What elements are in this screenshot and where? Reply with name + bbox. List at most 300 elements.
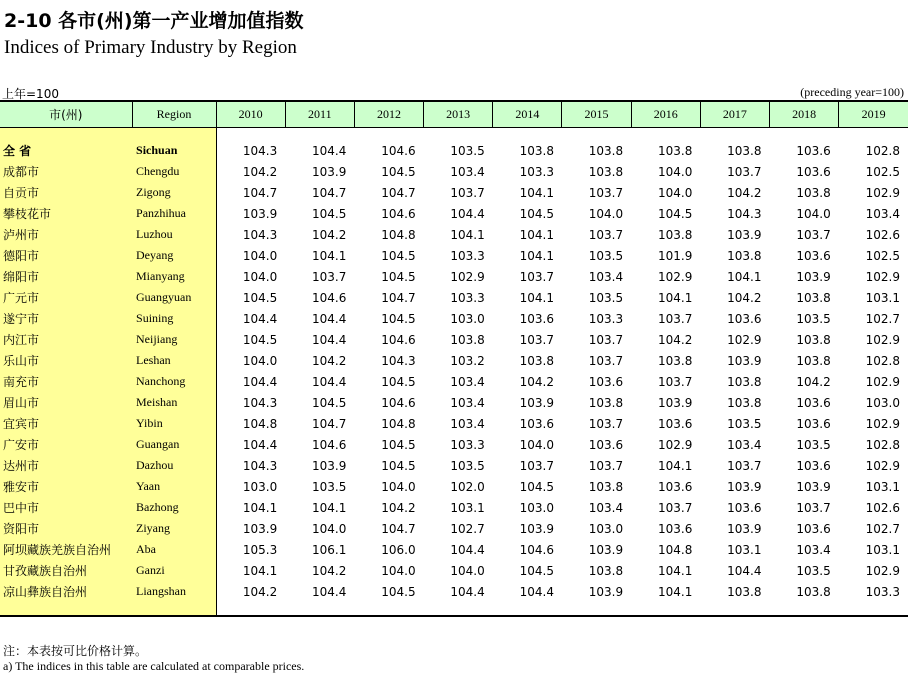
- index-value-cell: 104.4: [450, 542, 485, 557]
- index-value-cell: 102.9: [727, 332, 762, 347]
- table-row: [0, 581, 908, 602]
- index-value-cell: 104.4: [312, 311, 347, 326]
- header-year: 2012: [354, 101, 423, 128]
- index-value-cell: 103.3: [450, 437, 485, 452]
- index-value-cell: 103.8: [519, 143, 554, 158]
- region-name-zh: 遂宁市: [0, 308, 132, 329]
- index-value-cell: 103.9: [588, 542, 624, 557]
- index-value-cell: 104.8: [381, 227, 416, 242]
- table-row: [0, 287, 908, 308]
- index-value-cell: 103.7: [796, 227, 831, 242]
- index-value-cell: 103.8: [796, 353, 831, 368]
- index-value-cell: 104.1: [312, 500, 347, 515]
- spacer-row: [0, 602, 908, 616]
- region-name-zh: 甘孜藏族自治州: [0, 560, 132, 581]
- index-value-cell: 103.7: [519, 458, 554, 473]
- region-name-zh: 达州市: [0, 455, 132, 476]
- index-value-cell: 104.7: [312, 185, 347, 200]
- index-value-cell: 104.7: [312, 416, 347, 431]
- index-value-cell: 103.3: [450, 248, 485, 263]
- index-value-cell: 103.6: [588, 374, 624, 389]
- header-region-en: Region: [132, 101, 216, 128]
- index-value-cell: 104.3: [242, 395, 278, 410]
- region-name-en: Guangan: [132, 434, 216, 455]
- header-year: 2013: [424, 101, 493, 128]
- index-value-cell: 103.8: [588, 395, 624, 410]
- index-value-cell: 103.7: [657, 500, 693, 515]
- index-value-cell: 104.0: [242, 269, 278, 284]
- index-value-cell: 104.1: [519, 227, 554, 242]
- table-row: [0, 308, 908, 329]
- index-value-cell: 104.4: [312, 332, 347, 347]
- index-value-cell: 104.0: [381, 479, 416, 494]
- index-value-cell: 103.9: [312, 458, 347, 473]
- region-name-zh: 广元市: [0, 287, 132, 308]
- index-value-cell: 103.5: [796, 311, 831, 326]
- index-value-cell: 102.0: [450, 479, 485, 494]
- index-value-cell: 104.6: [519, 542, 554, 557]
- header-year: 2018: [770, 101, 839, 128]
- index-value-cell: 102.9: [450, 269, 485, 284]
- index-value-cell: 103.9: [727, 479, 762, 494]
- index-value-cell: 104.0: [450, 563, 485, 578]
- index-value-cell: 102.5: [865, 164, 900, 179]
- index-value-cell: 103.4: [450, 374, 485, 389]
- index-value-cell: 103.7: [312, 269, 347, 284]
- index-value-cell: 103.8: [657, 227, 693, 242]
- index-value-cell: 104.5: [519, 479, 554, 494]
- header-city-zh: 市(州): [0, 101, 132, 128]
- region-name-en: Sichuan: [132, 140, 216, 161]
- index-value-cell: 103.9: [519, 521, 554, 536]
- region-name-zh: 德阳市: [0, 245, 132, 266]
- index-value-cell: 103.8: [727, 395, 762, 410]
- index-value-cell: 104.1: [312, 248, 347, 263]
- index-value-cell: 104.0: [312, 521, 347, 536]
- index-value-cell: 104.3: [242, 227, 278, 242]
- index-value-cell: 103.7: [657, 374, 693, 389]
- region-name-en: Bazhong: [132, 497, 216, 518]
- region-name-zh: 泸州市: [0, 224, 132, 245]
- index-value-cell: 103.8: [588, 563, 624, 578]
- index-value-cell: 104.3: [242, 143, 278, 158]
- unit-note-en: (preceding year=100): [800, 85, 904, 99]
- index-value-cell: 103.3: [865, 584, 900, 599]
- index-value-cell: 104.5: [312, 206, 347, 221]
- index-value-cell: 104.2: [796, 374, 831, 389]
- index-value-cell: 104.1: [519, 185, 554, 200]
- index-value-cell: 102.8: [865, 353, 900, 368]
- index-value-cell: 104.2: [657, 332, 693, 347]
- region-name-zh: 攀枝花市: [0, 203, 132, 224]
- region-name-en: Dazhou: [132, 455, 216, 476]
- index-value-cell: 103.5: [312, 479, 347, 494]
- index-value-cell: 104.0: [796, 206, 831, 221]
- index-value-cell: 103.7: [657, 311, 693, 326]
- index-value-cell: 102.8: [865, 437, 900, 452]
- region-name-en: Yaan: [132, 476, 216, 497]
- index-value-cell: 104.5: [381, 584, 416, 599]
- table-row: [0, 539, 908, 560]
- index-value-cell: 104.5: [242, 290, 278, 305]
- index-value-cell: 103.1: [865, 479, 900, 494]
- index-value-cell: 104.5: [381, 164, 416, 179]
- index-value-cell: 103.9: [588, 584, 624, 599]
- table-row: [0, 161, 908, 182]
- index-value-cell: 103.7: [588, 458, 624, 473]
- region-name-zh: 自贡市: [0, 182, 132, 203]
- page-title-zh: 2-10 各市(州)第一产业增加值指数: [4, 10, 304, 32]
- index-value-cell: 103.9: [796, 479, 831, 494]
- index-value-cell: 103.4: [450, 395, 485, 410]
- index-value-cell: 102.7: [450, 521, 485, 536]
- index-value-cell: 102.6: [865, 500, 900, 515]
- index-value-cell: 103.8: [657, 143, 693, 158]
- index-value-cell: 104.5: [381, 437, 416, 452]
- footnote-zh: 注：本表按可比价格计算。: [3, 644, 148, 658]
- region-name-en: Chengdu: [132, 161, 216, 182]
- region-name-en: Yibin: [132, 413, 216, 434]
- index-value-cell: 103.4: [796, 542, 831, 557]
- index-value-cell: 103.0: [242, 479, 278, 494]
- index-value-cell: 104.5: [381, 248, 416, 263]
- index-value-cell: 104.2: [242, 584, 278, 599]
- index-value-cell: 103.1: [865, 542, 900, 557]
- index-value-cell: 104.7: [242, 185, 278, 200]
- index-value-cell: 104.5: [242, 332, 278, 347]
- table-row-total: [0, 140, 908, 161]
- index-value-cell: 104.5: [381, 374, 416, 389]
- index-value-cell: 101.9: [657, 248, 693, 263]
- index-value-cell: 103.4: [588, 269, 624, 284]
- index-value-cell: 103.8: [727, 248, 762, 263]
- index-value-cell: 104.2: [727, 185, 762, 200]
- index-value-cell: 104.4: [242, 311, 278, 326]
- index-value-cell: 104.2: [242, 164, 278, 179]
- region-name-en: Ganzi: [132, 560, 216, 581]
- index-value-cell: 103.8: [796, 584, 831, 599]
- region-name-zh: 阿坝藏族羌族自治州: [0, 539, 132, 560]
- index-value-cell: 103.9: [796, 269, 831, 284]
- region-name-en: Zigong: [132, 182, 216, 203]
- index-value-cell: 104.4: [519, 584, 554, 599]
- index-value-cell: 104.1: [727, 269, 762, 284]
- index-value-cell: 104.0: [657, 164, 693, 179]
- index-value-cell: 103.5: [588, 248, 624, 263]
- index-value-cell: 103.7: [450, 185, 485, 200]
- index-value-cell: 103.9: [657, 395, 693, 410]
- index-value-cell: 103.7: [588, 332, 624, 347]
- index-value-cell: 103.8: [796, 290, 831, 305]
- table-row: [0, 245, 908, 266]
- index-value-cell: 103.6: [796, 143, 831, 158]
- region-name-zh: 雅安市: [0, 476, 132, 497]
- index-value-cell: 103.6: [796, 164, 831, 179]
- index-value-cell: 104.2: [381, 500, 416, 515]
- header-year: 2015: [562, 101, 631, 128]
- index-value-cell: 104.1: [519, 290, 554, 305]
- index-value-cell: 102.9: [657, 269, 693, 284]
- index-value-cell: 103.9: [242, 206, 278, 221]
- index-value-cell: 104.7: [381, 185, 416, 200]
- index-value-cell: 102.9: [865, 374, 900, 389]
- region-name-en: Aba: [132, 539, 216, 560]
- data-table: [0, 100, 908, 617]
- header-year: 2010: [216, 101, 285, 128]
- spacer-row: [0, 128, 908, 141]
- index-value-cell: 103.8: [727, 143, 762, 158]
- region-name-zh: 凉山彝族自治州: [0, 581, 132, 602]
- index-value-cell: 104.4: [312, 584, 347, 599]
- region-name-zh: 全 省: [0, 140, 132, 161]
- index-value-cell: 103.7: [588, 416, 624, 431]
- index-value-cell: 103.6: [519, 416, 554, 431]
- index-value-cell: 103.4: [588, 500, 624, 515]
- index-value-cell: 104.1: [519, 248, 554, 263]
- index-value-cell: 102.9: [865, 458, 900, 473]
- region-name-en: Nanchong: [132, 371, 216, 392]
- index-value-cell: 104.3: [242, 458, 278, 473]
- index-value-cell: 103.5: [727, 416, 762, 431]
- table-row: [0, 518, 908, 539]
- index-value-cell: 103.4: [865, 206, 900, 221]
- region-name-zh: 内江市: [0, 329, 132, 350]
- index-value-cell: 104.4: [312, 374, 347, 389]
- index-value-cell: 103.6: [657, 416, 693, 431]
- index-value-cell: 105.3: [242, 542, 278, 557]
- index-value-cell: 104.2: [312, 353, 347, 368]
- page-title-en: Indices of Primary Industry by Region: [4, 37, 297, 58]
- region-name-zh: 宜宾市: [0, 413, 132, 434]
- index-value-cell: 103.3: [519, 164, 554, 179]
- region-name-en: Ziyang: [132, 518, 216, 539]
- index-value-cell: 103.4: [450, 164, 485, 179]
- index-value-cell: 104.5: [312, 395, 347, 410]
- index-value-cell: 103.6: [657, 521, 693, 536]
- header-year: 2019: [839, 101, 908, 128]
- index-value-cell: 103.8: [796, 332, 831, 347]
- index-value-cell: 103.9: [727, 521, 762, 536]
- table-row: [0, 329, 908, 350]
- header-year: 2016: [631, 101, 700, 128]
- index-value-cell: 103.7: [519, 332, 554, 347]
- index-value-cell: 104.1: [450, 227, 485, 242]
- region-name-en: Suining: [132, 308, 216, 329]
- index-value-cell: 103.6: [796, 458, 831, 473]
- index-value-cell: 104.5: [381, 269, 416, 284]
- index-value-cell: 104.0: [381, 563, 416, 578]
- index-value-cell: 104.7: [381, 521, 416, 536]
- index-value-cell: 104.1: [657, 458, 693, 473]
- index-value-cell: 103.7: [588, 227, 624, 242]
- index-value-cell: 104.1: [657, 290, 693, 305]
- index-value-cell: 104.4: [312, 143, 347, 158]
- index-value-cell: 103.8: [588, 143, 624, 158]
- index-value-cell: 103.3: [588, 311, 624, 326]
- index-value-cell: 102.9: [657, 437, 693, 452]
- index-value-cell: 103.5: [450, 143, 485, 158]
- table-row: [0, 413, 908, 434]
- header-year: 2014: [493, 101, 562, 128]
- region-name-en: Meishan: [132, 392, 216, 413]
- header-row: [0, 101, 908, 128]
- table-row: [0, 560, 908, 581]
- index-value-cell: 103.6: [727, 311, 762, 326]
- index-value-cell: 103.6: [796, 521, 831, 536]
- index-value-cell: 103.6: [588, 437, 624, 452]
- table-row: [0, 203, 908, 224]
- region-name-zh: 乐山市: [0, 350, 132, 371]
- index-value-cell: 103.9: [727, 353, 762, 368]
- index-value-cell: 103.2: [450, 353, 485, 368]
- index-value-cell: 104.2: [519, 374, 554, 389]
- index-value-cell: 103.8: [450, 332, 485, 347]
- region-name-en: Panzhihua: [132, 203, 216, 224]
- index-value-cell: 103.6: [519, 311, 554, 326]
- index-value-cell: 104.5: [381, 458, 416, 473]
- index-value-cell: 103.9: [312, 164, 347, 179]
- index-value-cell: 103.7: [519, 269, 554, 284]
- index-value-cell: 103.9: [519, 395, 554, 410]
- table-row: [0, 371, 908, 392]
- index-value-cell: 103.8: [519, 353, 554, 368]
- index-value-cell: 103.7: [796, 500, 831, 515]
- region-name-en: Deyang: [132, 245, 216, 266]
- index-value-cell: 102.9: [865, 269, 900, 284]
- region-name-en: Guangyuan: [132, 287, 216, 308]
- region-name-zh: 资阳市: [0, 518, 132, 539]
- index-value-cell: 103.4: [727, 437, 762, 452]
- index-value-cell: 102.7: [865, 521, 900, 536]
- index-value-cell: 104.6: [381, 332, 416, 347]
- index-value-cell: 103.9: [242, 521, 278, 536]
- index-value-cell: 103.5: [796, 437, 831, 452]
- index-value-cell: 103.7: [588, 185, 624, 200]
- index-value-cell: 103.0: [450, 311, 485, 326]
- index-value-cell: 104.5: [519, 563, 554, 578]
- index-value-cell: 104.2: [312, 227, 347, 242]
- index-value-cell: 103.6: [796, 416, 831, 431]
- region-name-en: Liangshan: [132, 581, 216, 602]
- index-value-cell: 103.0: [865, 395, 900, 410]
- index-value-cell: 103.5: [450, 458, 485, 473]
- index-value-cell: 104.6: [312, 437, 347, 452]
- region-name-en: Leshan: [132, 350, 216, 371]
- region-name-en: Neijiang: [132, 329, 216, 350]
- index-value-cell: 102.5: [865, 248, 900, 263]
- index-value-cell: 103.5: [588, 290, 624, 305]
- region-name-zh: 眉山市: [0, 392, 132, 413]
- table-row: [0, 497, 908, 518]
- index-value-cell: 102.9: [865, 563, 900, 578]
- index-value-cell: 103.7: [727, 458, 762, 473]
- index-value-cell: 104.5: [519, 206, 554, 221]
- table-row: [0, 224, 908, 245]
- index-value-cell: 103.8: [588, 164, 624, 179]
- index-value-cell: 103.8: [588, 479, 624, 494]
- index-value-cell: 106.0: [381, 542, 416, 557]
- index-value-cell: 102.9: [865, 416, 900, 431]
- region-name-zh: 广安市: [0, 434, 132, 455]
- index-value-cell: 102.9: [865, 332, 900, 347]
- index-value-cell: 103.8: [727, 584, 762, 599]
- index-value-cell: 104.1: [657, 563, 693, 578]
- index-value-cell: 104.3: [727, 206, 762, 221]
- index-value-cell: 104.2: [312, 563, 347, 578]
- index-value-cell: 103.5: [796, 563, 831, 578]
- index-value-cell: 104.4: [242, 437, 278, 452]
- table-row: [0, 182, 908, 203]
- index-value-cell: 104.3: [381, 353, 416, 368]
- index-value-cell: 103.6: [796, 248, 831, 263]
- index-value-cell: 103.0: [519, 500, 554, 515]
- index-value-cell: 104.2: [727, 290, 762, 305]
- region-name-zh: 成都市: [0, 161, 132, 182]
- index-value-cell: 104.0: [588, 206, 624, 221]
- region-name-zh: 巴中市: [0, 497, 132, 518]
- index-value-cell: 104.6: [312, 290, 347, 305]
- table-row: [0, 455, 908, 476]
- index-value-cell: 104.4: [450, 584, 485, 599]
- index-value-cell: 102.6: [865, 227, 900, 242]
- index-value-cell: 104.0: [657, 185, 693, 200]
- region-name-en: Mianyang: [132, 266, 216, 287]
- index-value-cell: 104.6: [381, 143, 416, 158]
- index-value-cell: 106.1: [312, 542, 347, 557]
- index-value-cell: 104.8: [381, 416, 416, 431]
- table-row: [0, 350, 908, 371]
- footnote-en: a) The indices in this table are calculated at comparable prices.: [3, 659, 305, 673]
- table-row: [0, 392, 908, 413]
- index-value-cell: 104.8: [242, 416, 278, 431]
- index-value-cell: 104.1: [242, 500, 278, 515]
- header-year: 2017: [700, 101, 769, 128]
- index-value-cell: 104.6: [381, 395, 416, 410]
- index-value-cell: 104.4: [450, 206, 485, 221]
- index-value-cell: 103.6: [796, 395, 831, 410]
- index-value-cell: 104.1: [657, 584, 693, 599]
- table-row: [0, 476, 908, 497]
- index-value-cell: 104.6: [381, 206, 416, 221]
- index-value-cell: 103.3: [450, 290, 485, 305]
- header-year: 2011: [285, 101, 354, 128]
- index-value-cell: 104.4: [727, 563, 762, 578]
- index-value-cell: 104.0: [519, 437, 554, 452]
- index-value-cell: 103.8: [657, 353, 693, 368]
- index-value-cell: 102.9: [865, 185, 900, 200]
- index-value-cell: 103.6: [657, 479, 693, 494]
- index-value-cell: 103.7: [727, 164, 762, 179]
- index-value-cell: 103.1: [450, 500, 485, 515]
- index-value-cell: 104.8: [657, 542, 693, 557]
- index-value-cell: 104.1: [242, 563, 278, 578]
- index-value-cell: 103.9: [727, 227, 762, 242]
- region-name-en: Luzhou: [132, 224, 216, 245]
- index-value-cell: 103.4: [450, 416, 485, 431]
- index-value-cell: 104.7: [381, 290, 416, 305]
- index-value-cell: 103.0: [588, 521, 624, 536]
- index-value-cell: 103.6: [727, 500, 762, 515]
- index-value-cell: 104.4: [242, 374, 278, 389]
- index-value-cell: 103.1: [727, 542, 762, 557]
- index-value-cell: 103.8: [727, 374, 762, 389]
- index-value-cell: 104.5: [657, 206, 693, 221]
- region-name-zh: 绵阳市: [0, 266, 132, 287]
- table-row: [0, 266, 908, 287]
- index-value-cell: 102.7: [865, 311, 900, 326]
- unit-note-zh: 上年=100: [2, 87, 59, 101]
- index-value-cell: 103.7: [588, 353, 624, 368]
